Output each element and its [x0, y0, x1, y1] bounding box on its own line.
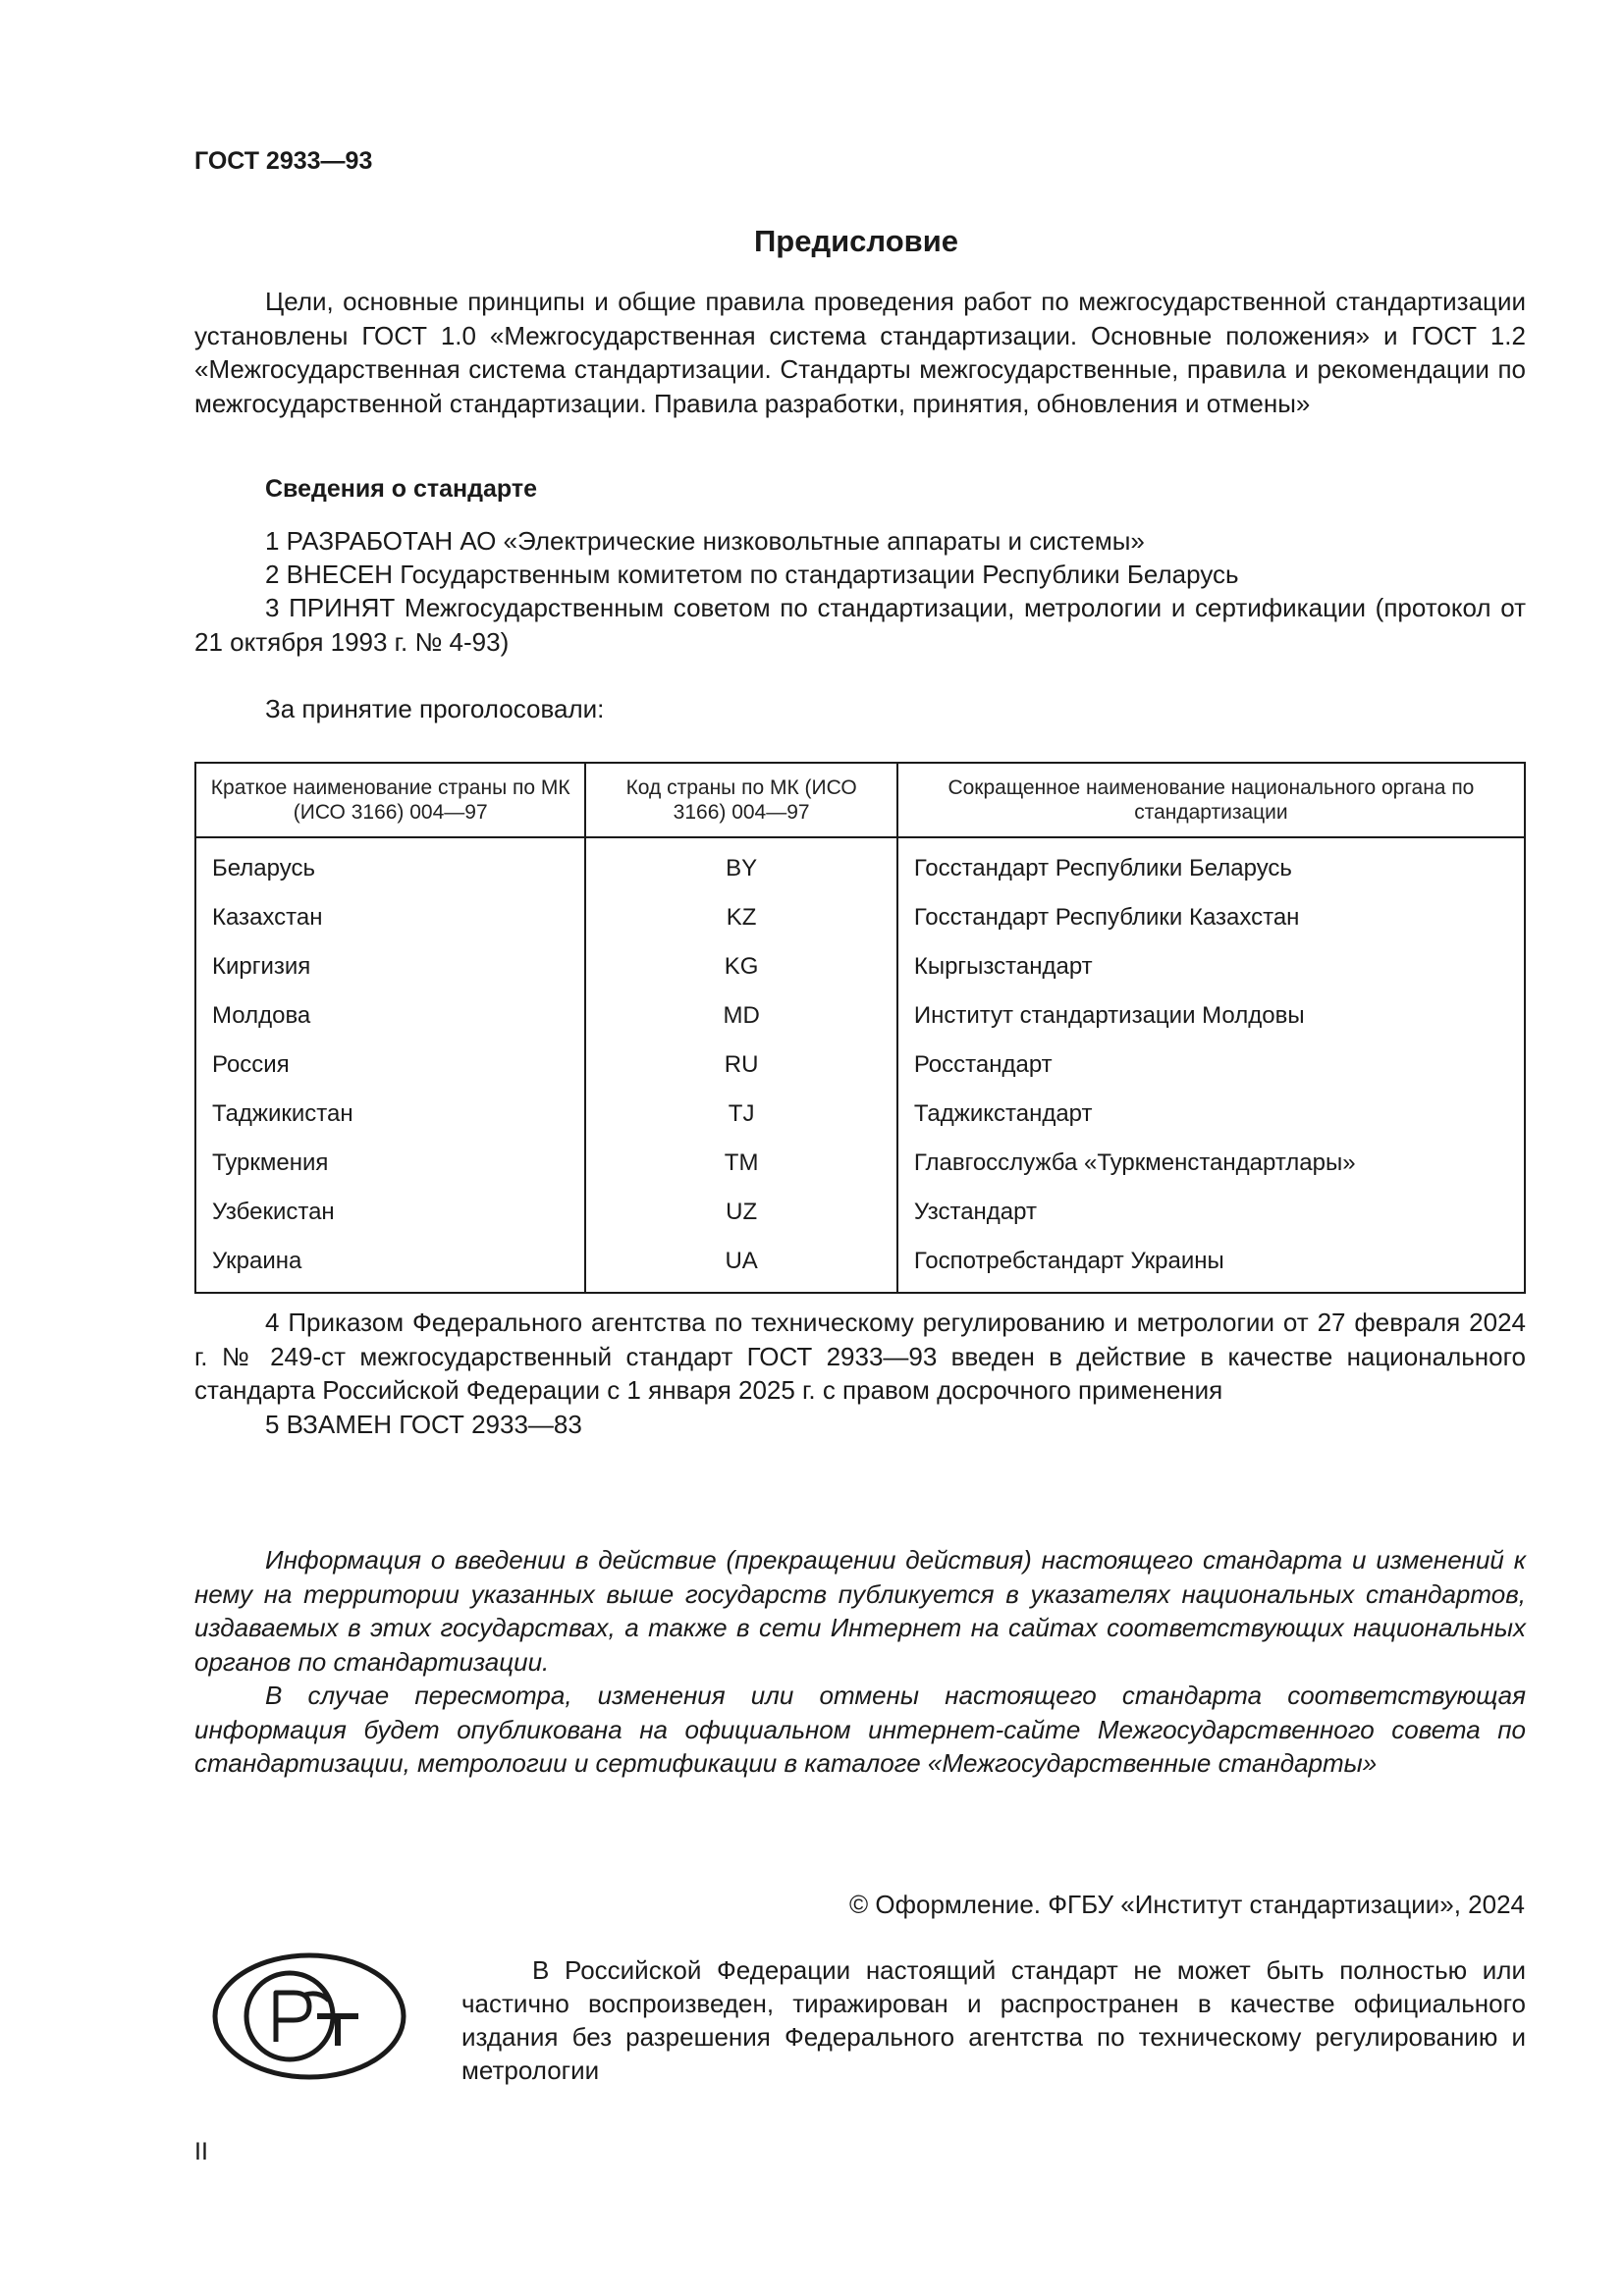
- country-cell: Таджикистан: [195, 1090, 585, 1139]
- body-cell: Институт стандартизации Молдовы: [897, 991, 1525, 1041]
- page-title: Предисловие: [753, 224, 958, 258]
- revision-info-paragraph: В случае пересмотра, изменения или отмены настоящего стандарта соответствующая информация будет опубликована на официальном интернет-сайте Межгосударственного совета по стандартизации, метрологии и сертификации в каталоге «Межгосударственные стандарты»: [194, 1681, 1526, 1778]
- body-cell: Госстандарт Республики Казахстан: [897, 893, 1525, 942]
- country-cell: Узбекистан: [195, 1188, 585, 1237]
- table-row: [195, 942, 1525, 991]
- country-cell: Казахстан: [195, 893, 585, 942]
- table-row: [195, 1139, 1525, 1188]
- country-cell: Молдова: [195, 991, 585, 1041]
- body-cell: Главгосслужба «Туркменстандартлары»: [897, 1139, 1525, 1188]
- copyright-line: © Оформление. ФГБУ «Институт стандартизации», 2024: [849, 1890, 1525, 1919]
- body-cell: Госпотребстандарт Украины: [897, 1237, 1525, 1293]
- country-cell: Россия: [195, 1041, 585, 1090]
- standard-info-heading: Сведения о стандарте: [265, 475, 538, 503]
- code-cell: BY: [585, 837, 896, 893]
- code-cell: UZ: [585, 1188, 896, 1237]
- info-item-2: 2 ВНЕСЕН Государственным комитетом по стандартизации Республики Беларусь: [265, 560, 1239, 589]
- info-item-4: 4 Приказом Федерального агентства по техническому регулированию и метрологии от 27 февраля 2024 г. № 249-ст межгосударственный стандарт ГОСТ 2933—93 введен в действие в качестве национального стандарта Российской Федерации с 1 января 2025 г. с правом досрочного применения: [194, 1308, 1526, 1405]
- code-cell: TJ: [585, 1090, 896, 1139]
- body-cell: Госстандарт Республики Беларусь: [897, 837, 1525, 893]
- country-cell: Туркмения: [195, 1139, 585, 1188]
- table-row: [195, 1090, 1525, 1139]
- country-cell: Киргизия: [195, 942, 585, 991]
- adoption-info-paragraph: Информация о введении в действие (прекращении действия) настоящего стандарта и изменений к нему на территории указанных выше государств публикуется в указателях национальных стандартов, издаваемых в этих государствах, а также в сети Интернет на сайтах соответствующих национальных органов по стандартизации.: [194, 1545, 1526, 1677]
- table-row: [195, 991, 1525, 1041]
- table-row: [195, 1188, 1525, 1237]
- code-cell: UA: [585, 1237, 896, 1293]
- column-header-body: Сокращенное наименование национального органа по стандартизации: [897, 763, 1525, 837]
- voted-label: За принятие проголосовали:: [265, 694, 605, 723]
- body-cell: Таджикстандарт: [897, 1090, 1525, 1139]
- code-cell: RU: [585, 1041, 896, 1090]
- foreword-intro: Цели, основные принципы и общие правила проведения работ по межгосударственной стандартизации установлены ГОСТ 1.0 «Межгосударственная система стандартизации. Основные положения» и ГОСТ 1.2 «Межгосударственная система стандартизации. Стандарты межгосударственные, правила и рекомендации по межгосударственной стандартизации. Правила разработки, принятия, обновления и отмены»: [194, 287, 1526, 418]
- table-row: [195, 893, 1525, 942]
- rst-certification-logo: [211, 1951, 407, 2081]
- table-row: [195, 837, 1525, 893]
- table-header-row: [195, 763, 1525, 837]
- info-item-3: 3 ПРИНЯТ Межгосударственным советом по стандартизации, метрологии и сертификации (протокол от 21 октября 1993 г. № 4-93): [194, 593, 1526, 657]
- column-header-country: Краткое наименование страны по МК (ИСО 3166) 004—97: [195, 763, 585, 837]
- table-row: [195, 1237, 1525, 1293]
- code-cell: MD: [585, 991, 896, 1041]
- country-cell: Беларусь: [195, 837, 585, 893]
- page-number: II: [194, 2138, 208, 2165]
- column-header-code: Код страны по МК (ИСО 3166) 004—97: [585, 763, 896, 837]
- body-cell: Кыргызстандарт: [897, 942, 1525, 991]
- country-cell: Украина: [195, 1237, 585, 1293]
- code-cell: KZ: [585, 893, 896, 942]
- info-item-1: 1 РАЗРАБОТАН АО «Электрические низковольтные аппараты и системы»: [265, 526, 1145, 556]
- document-code: ГОСТ 2933—93: [194, 147, 373, 175]
- code-cell: KG: [585, 942, 896, 991]
- body-cell: Росстандарт: [897, 1041, 1525, 1090]
- reproduction-notice: В Российской Федерации настоящий стандарт не может быть полностью или частично воспроизведен, тиражирован и распространен в качестве официального издания без разрешения Федерального агентства по техническому регулированию и метрологии: [461, 1955, 1526, 2085]
- table-row: [195, 1041, 1525, 1090]
- code-cell: TM: [585, 1139, 896, 1188]
- info-item-5: 5 ВЗАМЕН ГОСТ 2933—83: [265, 1410, 582, 1439]
- member-states-table: [194, 762, 1526, 1294]
- body-cell: Узстандарт: [897, 1188, 1525, 1237]
